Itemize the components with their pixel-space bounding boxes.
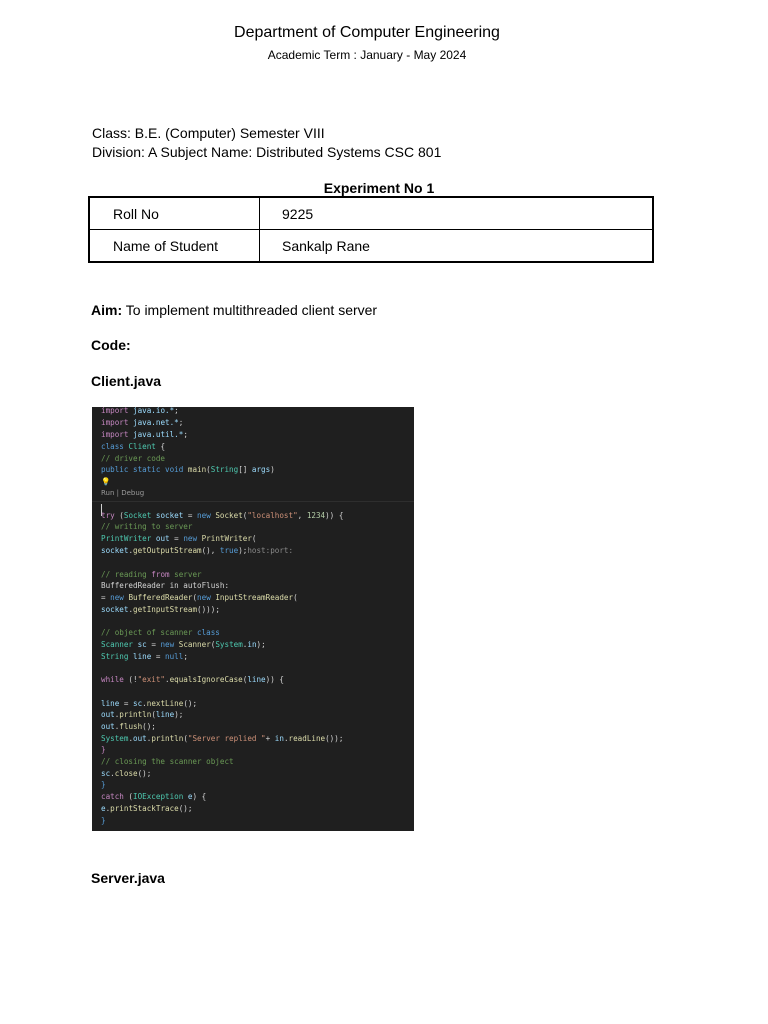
department-title: Department of Computer Engineering [234, 24, 500, 41]
aim-text: To implement multithreaded client server [122, 302, 378, 318]
code-line: BufferedReader in autoFlush: [101, 581, 230, 590]
code-line: out.flush(); [101, 722, 156, 731]
roll-no-label: Roll No [89, 197, 260, 230]
code-heading: Code: [91, 337, 131, 353]
student-name-label: Name of Student [89, 230, 260, 263]
code-line: sc.close(); [101, 769, 152, 778]
client-code-screenshot [92, 407, 414, 831]
aim-statement [91, 302, 377, 318]
code-line: import java.util.*; [101, 430, 188, 439]
code-line: import java.io.*; [101, 407, 179, 415]
code-line: System.out.println("Server replied "+ in.readLine()); [101, 734, 344, 743]
division-subject-line: Division: A Subject Name: Distributed Systems CSC 801 [92, 144, 442, 160]
class-line: Class: B.E. (Computer) Semester VIII [92, 125, 325, 141]
code-line: socket.getInputStream())); [101, 605, 220, 614]
code-line: public static void main(String[] args) [101, 465, 275, 474]
code-line: } [101, 780, 106, 789]
code-line: // object of scanner class [101, 628, 220, 637]
aim-label: Aim: [91, 302, 123, 318]
lightbulb-icon: 💡 [101, 477, 111, 486]
table-row [89, 230, 653, 263]
student-name-value: Sankalp Rane [260, 230, 654, 263]
code-line: // closing the scanner object [101, 757, 234, 766]
code-line: socket.getOutputStream(), true);host:port: [101, 546, 294, 555]
code-line: = new BufferedReader(new InputStreamReader( [101, 593, 298, 602]
divider [92, 501, 414, 502]
code-line: } [101, 745, 106, 754]
code-line: class Client { [101, 442, 166, 451]
code-line: try (Socket socket = new Socket("localhost", 1234)) { [101, 511, 344, 520]
class-info [92, 124, 441, 162]
roll-no-value: 9225 [260, 197, 654, 230]
code-line: Scanner sc = new Scanner(System.in); [101, 640, 266, 649]
code-line: // driver code [101, 454, 166, 463]
server-java-heading: Server.java [91, 870, 165, 886]
code-line: e.printStackTrace(); [101, 804, 193, 813]
code-line: out.println(line); [101, 710, 184, 719]
experiment-title: Experiment No 1 [323, 180, 435, 196]
code-line: line = sc.nextLine(); [101, 699, 198, 708]
table-row [89, 197, 653, 230]
code-line: // writing to server [101, 522, 193, 531]
client-java-heading: Client.java [91, 373, 162, 389]
student-info-table [88, 196, 654, 263]
code-line: PrintWriter out = new PrintWriter( [101, 534, 257, 543]
run-debug-codelens[interactable]: Run | Debug [101, 489, 145, 497]
code-line: String line = null; [101, 652, 188, 661]
academic-term: Academic Term : January - May 2024 [267, 48, 467, 62]
code-line: } [101, 816, 106, 825]
code-line: // reading from server [101, 570, 202, 579]
code-line: catch (IOException e) { [101, 792, 207, 801]
code-line: import java.net.*; [101, 418, 184, 427]
code-line: while (!"exit".equalsIgnoreCase(line)) { [101, 675, 284, 684]
